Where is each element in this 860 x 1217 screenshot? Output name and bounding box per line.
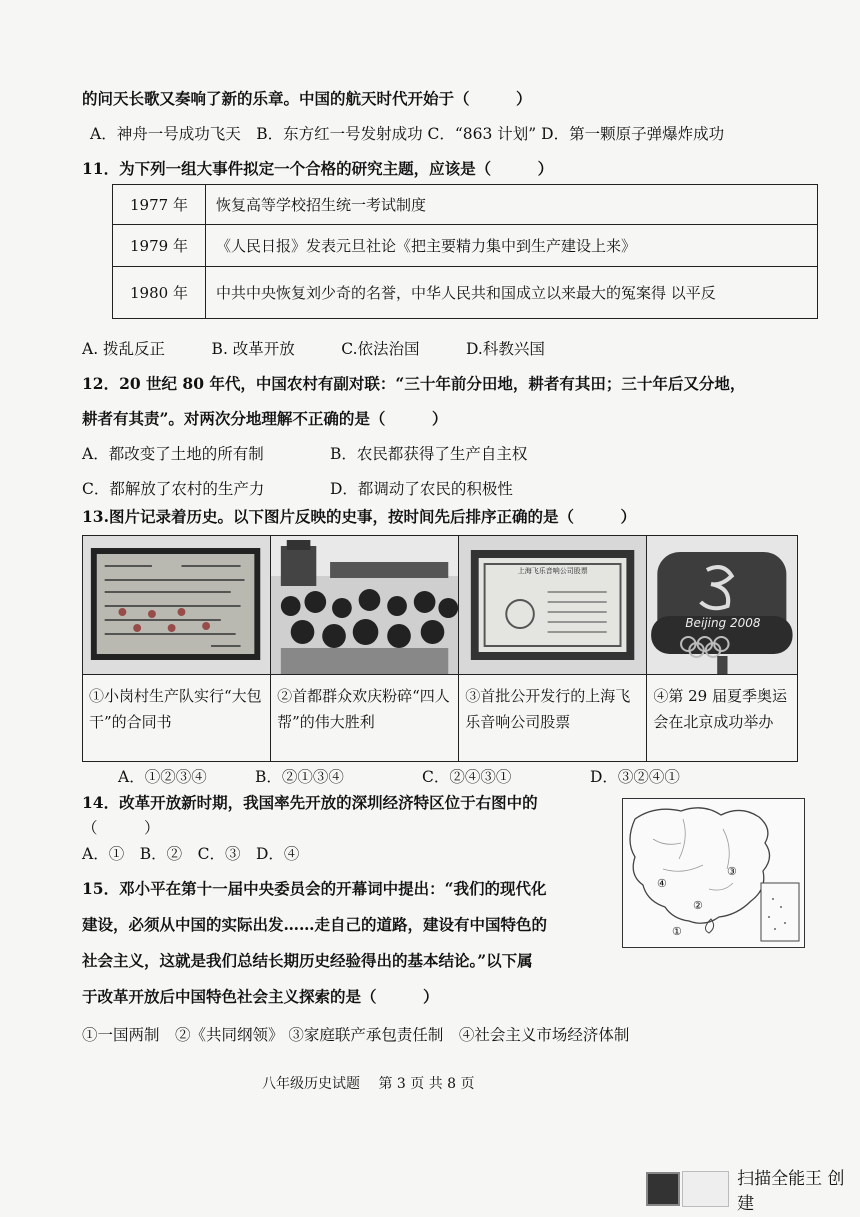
map-label-1: ① <box>672 925 682 938</box>
q15-stem-line1: 15．邓小平在第十一届中央委员会的开幕词中提出：“我们的现代化 <box>82 879 547 898</box>
q14-stem-line1: 14．改革开放新时期，我国率先开放的深圳经济特区位于右图中的 <box>82 793 538 812</box>
contract-photo <box>83 536 270 675</box>
event-cell: 中共中央恢复刘少奇的名誉，中华人民共和国成立以来最大的冤案得 以平反 <box>206 267 818 319</box>
q12-option-a: A．都改变了土地的所有制 <box>82 445 264 463</box>
q11-event-table <box>112 184 818 319</box>
q14-options: A．① B．② C．③ D．④ <box>82 845 300 863</box>
qr-code-icon <box>646 1172 680 1206</box>
q14-stem-line2: （ ） <box>82 819 160 837</box>
china-map <box>622 798 805 948</box>
scanner-watermark <box>646 1164 860 1214</box>
q12-option-d: D．都调动了农民的积极性 <box>330 480 513 498</box>
table-row <box>113 225 818 267</box>
q11-stem: 11．为下列一组大事件拟定一个合格的研究主题，应该是（ ） <box>82 159 554 178</box>
footer-subject: 八年级历史试题 <box>262 1076 360 1092</box>
event-cell: 《人民日报》发表元旦社论《把主要精力集中到生产建设上来》 <box>206 225 818 267</box>
caption-1: ①小岗村生产队实行“大包干”的合同书 <box>89 687 262 731</box>
picture-cell-3 <box>459 536 647 761</box>
olympic-emblem-photo <box>647 536 797 675</box>
q12-option-b: B．农民都获得了生产自主权 <box>330 445 528 463</box>
q15-stem-line4: 于改革开放后中国特色社会主义探索的是（ ） <box>82 987 439 1006</box>
app-logo-icon <box>682 1171 729 1207</box>
page-footer <box>262 1073 489 1093</box>
q13-option-b: B．②①③④ <box>255 768 344 786</box>
q12-stem-line2: 耕者有其责”。对两次分地理解不正确的是（ ） <box>82 409 448 428</box>
table-row <box>113 267 818 319</box>
celebration-photo <box>271 536 458 675</box>
watermark-text: 扫描全能王 创建 <box>737 1169 845 1214</box>
q15-stem-line2: 建设，必须从中国的实际出发……走自己的道路，建设有中国特色的 <box>82 915 548 934</box>
q13-option-d: D．③②④① <box>590 768 680 786</box>
caption-4: ④第 29 届夏季奥运会在北京成功举办 <box>653 687 787 731</box>
olympic-text: Beijing 2008 <box>685 616 761 630</box>
stock-photo <box>459 536 646 675</box>
q15-items: ①一国两制 ②《共同纲领》 ③家庭联产承包责任制 ④社会主义市场经济体制 <box>82 1026 630 1044</box>
map-label-2: ② <box>693 899 703 912</box>
footer-page-number: 第 3 页 共 8 页 <box>378 1076 475 1092</box>
stock-title: 上海飞乐音响公司股票 <box>517 567 588 575</box>
picture-cell-4 <box>647 536 797 761</box>
event-cell: 恢复高等学校招生统一考试制度 <box>206 185 818 225</box>
q10-options: A．神舟一号成功飞天 B．东方红一号发射成功 C．“863 计划” D．第一颗原子弹爆炸成功 <box>90 125 725 143</box>
year-cell: 1980 年 <box>113 267 206 319</box>
q13-option-c: C．②④③① <box>422 768 512 786</box>
map-label-4: ④ <box>657 877 667 890</box>
caption-3: ③首批公开发行的上海飞乐音响公司股票 <box>465 687 631 731</box>
q13-picture-table <box>82 535 798 762</box>
year-cell: 1977 年 <box>113 185 206 225</box>
year-cell: 1979 年 <box>113 225 206 267</box>
q12-option-c: C．都解放了农村的生产力 <box>82 480 265 498</box>
q12-stem-line1: 12．20 世纪 80 年代，中国农村有副对联：“三十年前分田地，耕者有其田；三十年后又分地， <box>82 374 746 393</box>
q11-options: A. 拨乱反正 B. 改革开放 C.依法治国 D.科教兴国 <box>82 340 545 358</box>
q10-stem: 的问天长歌又奏响了新的乐章。中国的航天时代开始于（ ） <box>82 89 532 108</box>
table-row <box>113 185 818 225</box>
q13-stem: 13.图片记录着历史。以下图片反映的史事，按时间先后排序正确的是（ ） <box>82 507 636 526</box>
q13-option-a: A．①②③④ <box>118 768 207 786</box>
caption-2: ②首都群众欢庆粉碎“四人帮”的伟大胜利 <box>277 687 450 731</box>
map-label-3: ③ <box>727 865 737 878</box>
picture-cell-2 <box>271 536 459 761</box>
q15-stem-line3: 社会主义，这就是我们总结长期历史经验得出的基本结论。”以下属 <box>82 951 533 970</box>
picture-cell-1 <box>83 536 271 761</box>
